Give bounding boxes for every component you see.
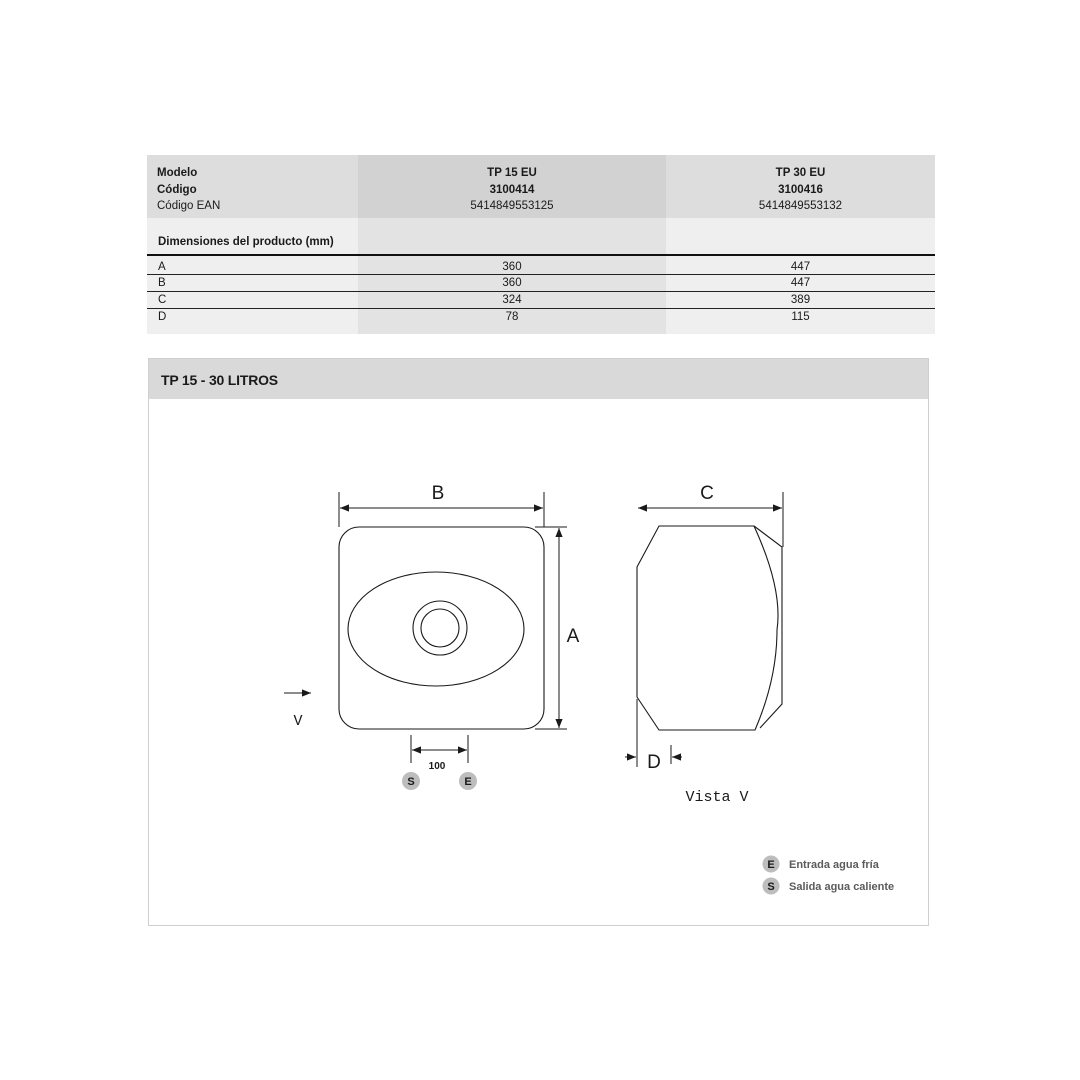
legend-badge-letter: S (767, 881, 775, 893)
row-key: C (158, 294, 167, 306)
label-ean: Código EAN (157, 200, 221, 212)
model-name: TP 30 EU (775, 167, 826, 179)
view-caption: Vista V (685, 789, 749, 806)
section-rule (147, 254, 935, 256)
row-value-model-1: 324 (502, 294, 522, 306)
spacing-label: 100 (428, 761, 446, 772)
row-value-model-1: 360 (502, 277, 522, 289)
row-key: A (158, 261, 166, 273)
model-name: TP 15 EU (487, 167, 537, 179)
thermostat-knob (421, 609, 459, 647)
row-value-model-1: 360 (502, 261, 522, 273)
header-labels (157, 165, 220, 215)
table-row (147, 309, 935, 326)
row-value-model-2: 447 (790, 277, 811, 289)
section-title: Dimensiones del producto (mm) (158, 236, 334, 248)
front-body-outline (339, 527, 544, 729)
legend-item-inlet (763, 856, 880, 873)
dim-a-label: A (566, 626, 580, 647)
dimension-spacing (411, 735, 468, 763)
row-key: D (158, 311, 167, 323)
row-key: B (158, 277, 166, 289)
model-ean: 5414849553132 (758, 200, 843, 212)
side-view (637, 526, 782, 730)
dimension-a (535, 527, 567, 729)
row-value-model-2: 115 (791, 311, 810, 323)
legend-badge-letter: E (767, 859, 775, 871)
model-ean: 5414849553125 (470, 200, 554, 212)
outlet-badge (402, 772, 420, 790)
legend (763, 856, 895, 895)
table-row (147, 292, 935, 309)
spec-table (147, 155, 935, 335)
model-code: 3100416 (778, 183, 823, 196)
legend-item-outlet (763, 878, 895, 895)
badge-letter: E (464, 776, 472, 788)
header-model-1 (358, 165, 666, 215)
label-modelo: Modelo (157, 167, 198, 179)
panel-title: TP 15 - 30 LITROS (161, 372, 278, 388)
row-value-model-1: 78 (505, 311, 519, 323)
dim-c-label: C (700, 483, 714, 504)
dim-d-label: D (647, 752, 661, 773)
legend-text: Entrada agua fría (789, 859, 879, 871)
label-codigo: Código (157, 183, 197, 196)
legend-text: Salida agua caliente (789, 881, 895, 893)
row-value-model-2: 447 (790, 261, 811, 273)
dim-b-label: B (431, 483, 445, 504)
technical-drawing (149, 359, 928, 925)
model-code: 3100414 (489, 183, 535, 196)
header-model-2 (666, 165, 935, 215)
inlet-badge (459, 772, 477, 790)
front-view (339, 527, 544, 729)
drawing-panel (148, 358, 929, 926)
view-letter: V (293, 713, 303, 730)
badge-letter: S (407, 776, 415, 788)
front-panel-ellipse (348, 572, 524, 686)
side-body-outline (637, 526, 778, 730)
row-value-model-2: 389 (790, 294, 811, 306)
table-row (147, 275, 935, 292)
